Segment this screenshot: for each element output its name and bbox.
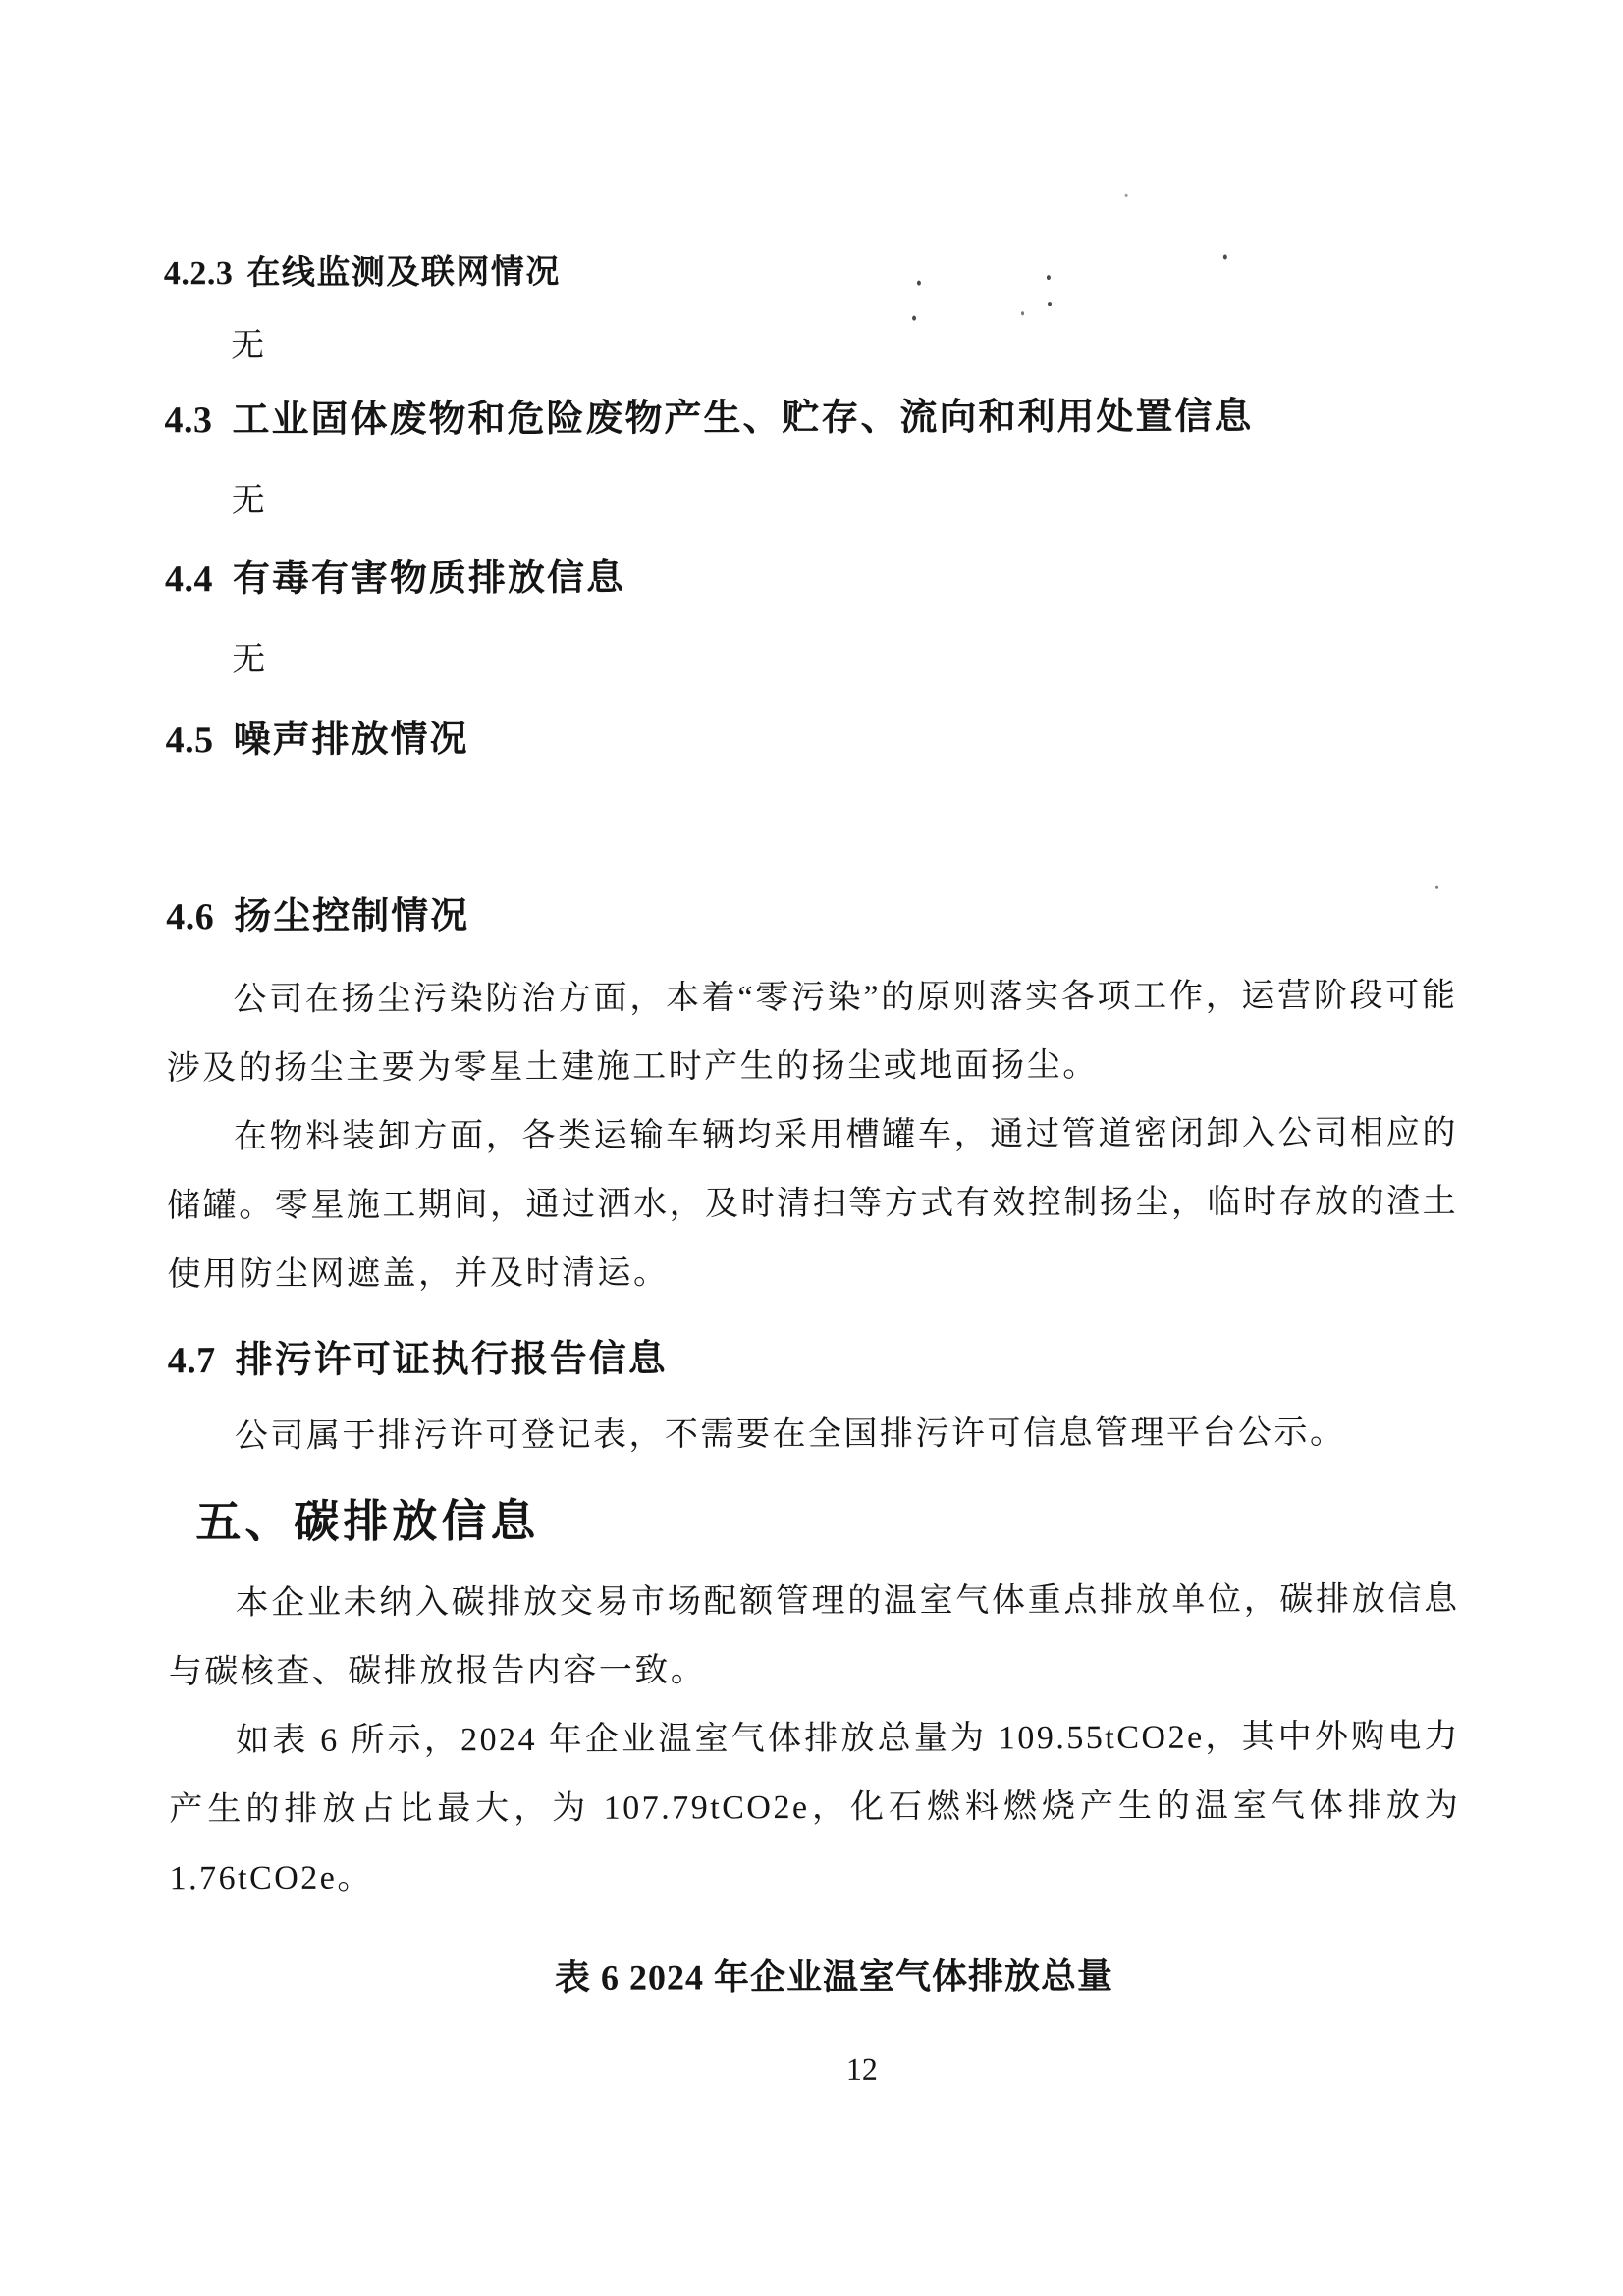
heading-number: 4.7 (167, 1340, 216, 1382)
heading-number: 4.5 (165, 720, 214, 762)
heading-text: 在线监测及联网情况 (246, 253, 561, 293)
paragraph-permit: 公司属于排污许可登记表，不需要在全国排污许可信息管理平台公示。 (234, 1415, 1346, 1456)
scan-artifact-dot (1048, 302, 1052, 306)
none-value-3: 无 (232, 641, 267, 679)
scan-artifact-dot (1223, 255, 1227, 260)
heading-text: 工业固体废物和危险废物产生、贮存、流向和利用处置信息 (232, 396, 1254, 442)
scan-artifact-dot (912, 316, 916, 321)
heading-number: 4.3 (164, 400, 213, 442)
heading-section-5: 五、碳排放信息 (195, 1495, 540, 1548)
heading-text: 排污许可证执行报告信息 (235, 1338, 668, 1382)
heading-4-7 (168, 1328, 668, 1384)
heading-4-6 (166, 884, 469, 939)
table-caption: 表 6 2024 年企业温室气体排放总量 (554, 1955, 1114, 1998)
heading-4-3 (164, 385, 1253, 443)
heading-text: 有毒有害物质排放信息 (232, 557, 626, 601)
paragraph-dust-policy: 公司在扬尘污染防治方面，本着“零污染”的原则落实各项工作，运营阶段可能涉及的扬尘主要为零星土建施工时产生的扬尘或地面扬尘。 (166, 977, 1458, 1088)
paragraph-carbon-totals: 如表 6 所示，2024 年企业温室气体排放总量为 109.55tCO2e，其中外购电力产生的排放占比最大，为 107.79tCO2e，化石燃料燃烧产生的温室气体排放为 1.76tCO2e。 (169, 1718, 1461, 1897)
none-value-2: 无 (231, 482, 266, 520)
paragraph-dust-measures: 在物料装卸方面，各类运输车辆均采用槽罐车，通过管道密闭卸入公司相应的储罐。零星施工期间，通过洒水，及时清扫等方式有效控制扬尘，临时存放的渣土使用防尘网遮盖，并及时清运。 (167, 1114, 1459, 1294)
heading-4-4 (165, 547, 625, 603)
scan-artifact-dot (1021, 311, 1024, 315)
heading-text: 噪声排放情况 (233, 719, 469, 762)
heading-4-2-3 (164, 244, 561, 294)
scan-artifact-dot (1125, 194, 1128, 197)
none-value-1: 无 (231, 327, 266, 365)
scan-artifact-dot (1047, 275, 1051, 280)
page-number: 12 (845, 2051, 878, 2087)
heading-text: 扬尘控制情况 (234, 895, 470, 938)
heading-4-5 (165, 708, 468, 763)
scan-artifact-dot (1435, 886, 1438, 889)
scan-artifact-dot (917, 281, 921, 286)
heading-number: 4.6 (166, 896, 215, 938)
heading-number: 4.4 (164, 559, 214, 601)
paragraph-carbon-intro: 本企业未纳入碳排放交易市场配额管理的温室气体重点排放单位，碳排放信息与碳核查、碳排放报告内容一致。 (168, 1580, 1460, 1691)
heading-number: 4.2.3 (163, 255, 234, 293)
